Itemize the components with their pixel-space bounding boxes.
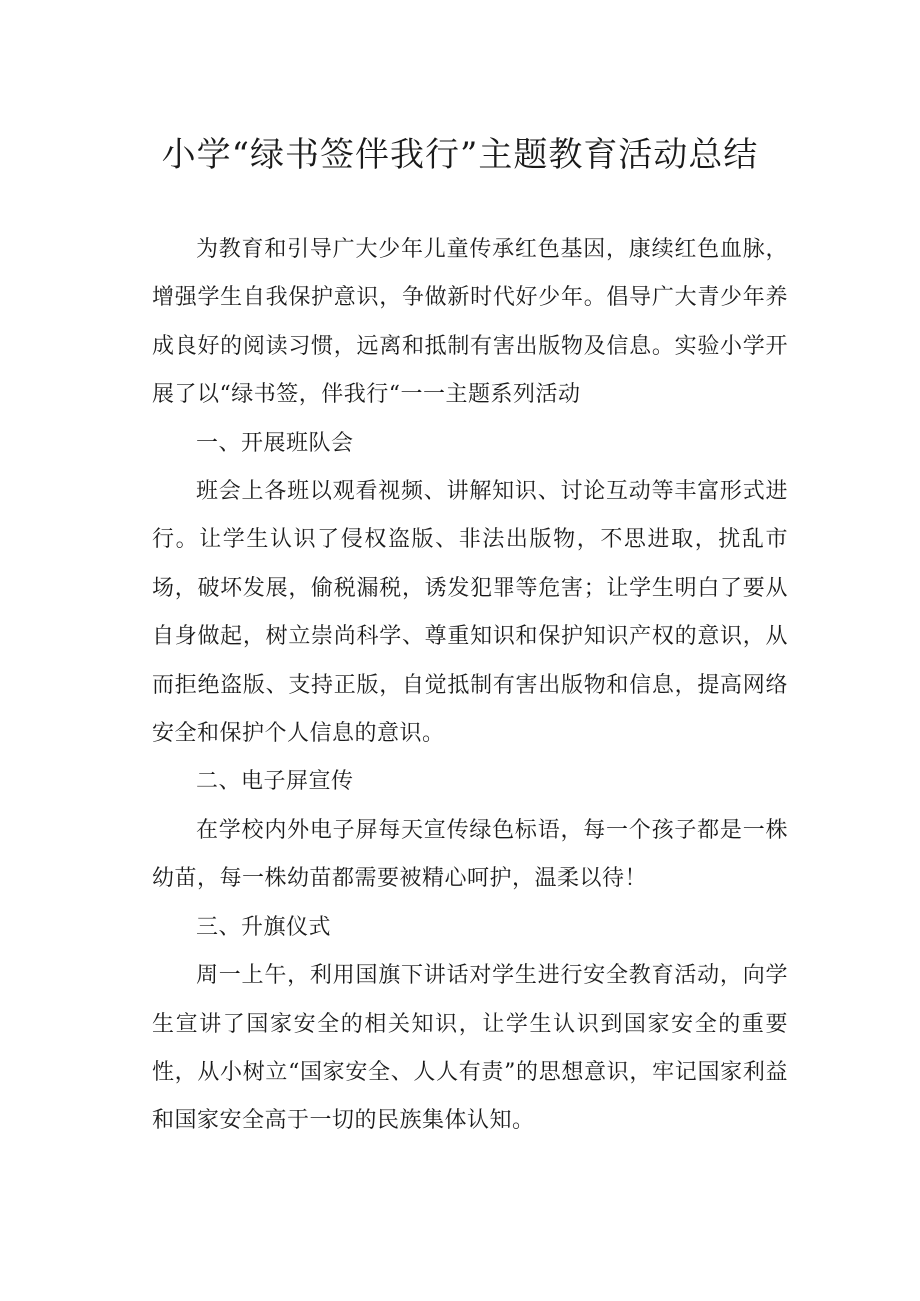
section-heading-electronic-screen: 二、电子屏宣传 xyxy=(196,769,354,795)
electronic-screen-paragraph: 在学校内外电子屏每天宣传绿色标语，每一个孩子都是一株幼苗，每一株幼苗都需要被精心呵护，温柔以待！ xyxy=(152,817,788,892)
section-heading-flag-ceremony: 三、升旗仪式 xyxy=(196,914,332,940)
class-meeting-paragraph: 班会上各班以观看视频、讲解知识、讨论互动等丰富形式进行。让学生认识了侵权盗版、非法出版物，不思进取，扰乱市场，破坏发展，偷税漏税，诱发犯罪等危害；让学生明白了要从自身做起，树立崇尚科学、尊重知识和保护知识产权的意识，从而拒绝盗版、支持正版，自觉抵制有害出版物和信息，提高网络安全和保护个人信息的意识。 xyxy=(152,479,788,747)
document-body xyxy=(152,226,788,1146)
document-title: 小学“绿书签伴我行”主题教育活动总结 xyxy=(161,135,759,175)
intro-paragraph: 为教育和引导广大少年儿童传承红色基因，康续红色血脉，增强学生自我保护意识，争做新时代好少年。倡导广大青少年养成良好的阅读习惯，远离和抵制有害出版物及信息。实验小学开展了以“绿书签，伴我行“一一主题系列活动 xyxy=(152,237,788,408)
section-heading-class-meeting: 一、开展班队会 xyxy=(196,430,354,456)
flag-ceremony-paragraph: 周一上午，利用国旗下讲话对学生进行安全教育活动，向学生宣讲了国家安全的相关知识，让学生认识到国家安全的重要性，从小树立“国家安全、人人有责”的思想意识，牢记国家利益和国家安全高于一切的民族集体认知。 xyxy=(152,963,788,1134)
